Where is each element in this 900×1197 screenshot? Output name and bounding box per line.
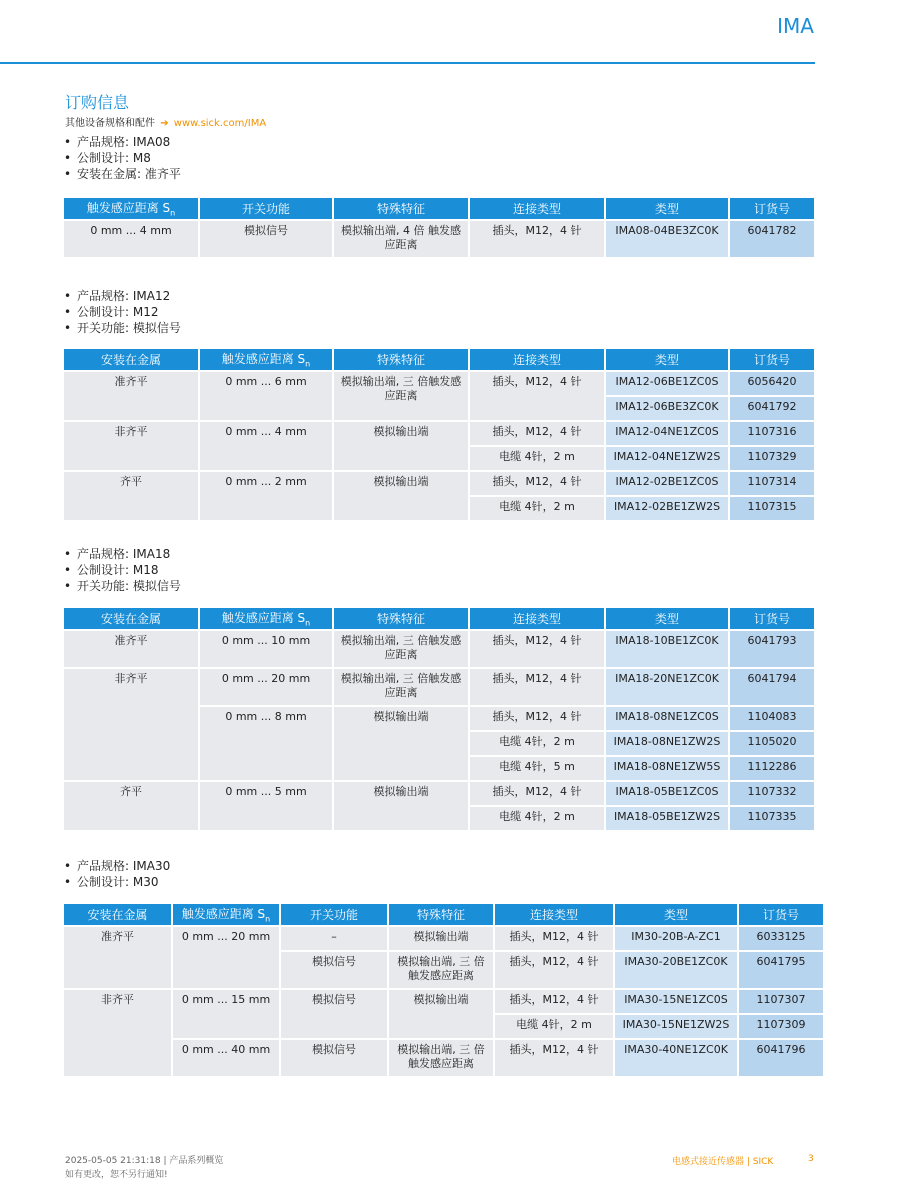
table-row (64, 422, 814, 445)
spec-list-ima08 (64, 134, 181, 182)
order-number-cell: 1105020 (730, 732, 814, 755)
feature-cell: 模拟输出端, 三 倍触发感应距离 (389, 1040, 493, 1076)
mount-cell: 齐平 (64, 472, 198, 520)
column-header: 类型 (606, 198, 728, 219)
range-cell: 0 mm ... 8 mm (200, 707, 332, 780)
connection-cell: 插头，M12，4 针 (495, 952, 613, 988)
connection-cell: 插头，M12，4 针 (470, 372, 604, 420)
connection-cell: 电缆 4针，2 m (470, 732, 604, 755)
column-header: 订货号 (730, 198, 814, 219)
range-cell: 0 mm ... 2 mm (200, 472, 332, 520)
spec-item: • 产品规格: IMA08 (64, 134, 181, 150)
connection-cell: 插头，M12，4 针 (470, 221, 604, 257)
table-row (64, 927, 823, 950)
range-cell: 0 mm ... 4 mm (200, 422, 332, 470)
feature-cell: 模拟输出端, 三 倍触发感应距离 (334, 669, 468, 705)
footer-note: 如有更改，恕不另行通知! (65, 1170, 168, 1180)
column-header: 特殊特征 (389, 904, 493, 925)
spec-list-ima18 (64, 546, 181, 594)
type-cell: IMA18-05BE1ZC0S (606, 782, 728, 805)
type-cell: IMA12-06BE3ZC0K (606, 397, 728, 420)
spec-item: • 产品规格: IMA18 (64, 546, 181, 562)
function-cell: 模拟信号 (200, 221, 332, 257)
spec-list-ima30 (64, 858, 170, 890)
section-title: 订购信息 (65, 93, 130, 112)
order-number-cell: 6041795 (739, 952, 823, 988)
column-header: 类型 (606, 349, 728, 370)
spec-item: • 开关功能: 模拟信号 (64, 320, 181, 336)
page-number: 3 (808, 1154, 814, 1164)
order-number-cell: 6056420 (730, 372, 814, 395)
feature-cell: 模拟输出端 (334, 472, 468, 520)
table-header-row (64, 608, 814, 629)
column-header: 安装在金属 (64, 349, 198, 370)
type-cell: IM30-20B-A-ZC1 (615, 927, 737, 950)
feature-cell: 模拟输出端 (389, 927, 493, 950)
type-cell: IMA12-02BE1ZW2S (606, 497, 728, 520)
type-cell: IMA30-15NE1ZW2S (615, 1015, 737, 1038)
column-header: 订货号 (730, 608, 814, 629)
range-cell: 0 mm ... 15 mm (173, 990, 279, 1038)
range-cell: 0 mm ... 4 mm (64, 221, 198, 257)
table-row (64, 990, 823, 1013)
type-cell: IMA18-20NE1ZC0K (606, 669, 728, 705)
range-cell: 0 mm ... 10 mm (200, 631, 332, 667)
type-cell: IMA18-08NE1ZC0S (606, 707, 728, 730)
type-cell: IMA12-02BE1ZC0S (606, 472, 728, 495)
order-number-cell: 6033125 (739, 927, 823, 950)
feature-cell: 模拟输出端, 三 倍触发感应距离 (389, 952, 493, 988)
order-number-cell: 6041782 (730, 221, 814, 257)
order-number-cell: 6041794 (730, 669, 814, 705)
mount-cell: 准齐平 (64, 631, 198, 667)
order-number-cell: 6041793 (730, 631, 814, 667)
column-header: 特殊特征 (334, 349, 468, 370)
feature-cell: 模拟输出端, 三 倍触发感应距离 (334, 372, 468, 420)
spec-item: • 产品规格: IMA30 (64, 858, 170, 874)
column-header: 类型 (606, 608, 728, 629)
footer-date: 2025-05-05 21:31:18 | 产品系列概览 (65, 1156, 224, 1166)
order-number-cell: 1107309 (739, 1015, 823, 1038)
function-cell: – (281, 927, 387, 950)
column-header: 开关功能 (200, 198, 332, 219)
feature-cell: 模拟输出端, 4 倍 触发感应距离 (334, 221, 468, 257)
spec-item: • 公制设计: M12 (64, 304, 181, 320)
mount-cell: 准齐平 (64, 927, 171, 988)
feature-cell: 模拟输出端 (334, 782, 468, 830)
feature-cell: 模拟输出端 (334, 422, 468, 470)
more-info-line (65, 114, 266, 129)
order-number-cell: 6041796 (739, 1040, 823, 1076)
order-table-ima12 (62, 347, 816, 522)
connection-cell: 插头，M12，4 针 (470, 422, 604, 445)
table-row (64, 221, 814, 257)
connection-cell: 电缆 4针，5 m (470, 757, 604, 780)
order-number-cell: 1107315 (730, 497, 814, 520)
mount-cell: 齐平 (64, 782, 198, 830)
column-header: 特殊特征 (334, 198, 468, 219)
column-header: 订货号 (730, 349, 814, 370)
spec-list-ima12 (64, 288, 181, 336)
column-header: 连接类型 (470, 198, 604, 219)
connection-cell: 电缆 4针，2 m (495, 1015, 613, 1038)
connection-cell: 插头，M12，4 针 (470, 669, 604, 705)
spec-item: • 开关功能: 模拟信号 (64, 578, 181, 594)
footer-left (65, 1154, 223, 1182)
table-header-row (64, 349, 814, 370)
order-number-cell: 1107316 (730, 422, 814, 445)
connection-cell: 插头，M12，4 针 (470, 631, 604, 667)
connection-cell: 插头，M12，4 针 (470, 782, 604, 805)
column-header: 触发感应距离 $S_n$ (200, 608, 332, 629)
spec-item: • 安装在金属: 准齐平 (64, 166, 181, 182)
order-number-cell: 1107307 (739, 990, 823, 1013)
column-header: 连接类型 (495, 904, 613, 925)
order-number-cell: 1104083 (730, 707, 814, 730)
type-cell: IMA18-08NE1ZW2S (606, 732, 728, 755)
connection-cell: 插头，M12，4 针 (470, 707, 604, 730)
function-cell: 模拟信号 (281, 990, 387, 1038)
type-cell: IMA18-08NE1ZW5S (606, 757, 728, 780)
range-cell: 0 mm ... 40 mm (173, 1040, 279, 1076)
connection-cell: 电缆 4针，2 m (470, 497, 604, 520)
table-header-row (64, 198, 814, 219)
column-header: 类型 (615, 904, 737, 925)
column-header: 安装在金属 (64, 904, 171, 925)
type-cell: IMA12-04NE1ZC0S (606, 422, 728, 445)
mount-cell: 非齐平 (64, 669, 198, 780)
connection-cell: 插头，M12，4 针 (470, 472, 604, 495)
connection-cell: 插头，M12，4 针 (495, 1040, 613, 1076)
order-table-ima30 (62, 902, 825, 1078)
function-cell: 模拟信号 (281, 1040, 387, 1076)
order-table-ima18 (62, 606, 816, 832)
table-row (64, 782, 814, 805)
type-cell: IMA08-04BE3ZC0K (606, 221, 728, 257)
type-cell: IMA18-10BE1ZC0K (606, 631, 728, 667)
header-divider (0, 62, 815, 64)
feature-cell: 模拟输出端 (389, 990, 493, 1038)
column-header: 安装在金属 (64, 608, 198, 629)
column-header: 特殊特征 (334, 608, 468, 629)
range-cell: 0 mm ... 5 mm (200, 782, 332, 830)
spec-item: • 公制设计: M18 (64, 562, 181, 578)
mount-cell: 非齐平 (64, 422, 198, 470)
spec-item: • 公制设计: M30 (64, 874, 170, 890)
mount-cell: 准齐平 (64, 372, 198, 420)
table-row (64, 472, 814, 495)
function-cell: 模拟信号 (281, 952, 387, 988)
order-number-cell: 1107329 (730, 447, 814, 470)
order-number-cell: 1107314 (730, 472, 814, 495)
order-number-cell: 6041792 (730, 397, 814, 420)
arrow-right-icon: ➔ (160, 118, 169, 129)
footer-product-line: 电感式接近传感器 | SICK (672, 1157, 774, 1167)
order-number-cell: 1107332 (730, 782, 814, 805)
more-info-text: 其他设备规格和配件 (65, 118, 155, 129)
feature-cell: 模拟输出端 (334, 707, 468, 780)
range-cell: 0 mm ... 6 mm (200, 372, 332, 420)
connection-cell: 电缆 4针，2 m (470, 807, 604, 830)
type-cell: IMA30-20BE1ZC0K (615, 952, 737, 988)
spec-item: • 公制设计: M8 (64, 150, 181, 166)
product-link[interactable]: www.sick.com/IMA (173, 118, 267, 129)
order-number-cell: 1107335 (730, 807, 814, 830)
table-row (64, 669, 814, 705)
column-header: 触发感应距离 $S_n$ (64, 198, 198, 219)
order-table-ima08 (62, 196, 816, 259)
type-cell: IMA12-06BE1ZC0S (606, 372, 728, 395)
table-row (64, 631, 814, 667)
column-header: 触发感应距离 $S_n$ (200, 349, 332, 370)
column-header: 连接类型 (470, 608, 604, 629)
feature-cell: 模拟输出端, 三 倍触发感应距离 (334, 631, 468, 667)
product-family-title: IMA (777, 14, 814, 38)
table-row (64, 1040, 823, 1076)
type-cell: IMA18-05BE1ZW2S (606, 807, 728, 830)
range-cell: 0 mm ... 20 mm (173, 927, 279, 988)
order-number-cell: 1112286 (730, 757, 814, 780)
connection-cell: 插头，M12，4 针 (495, 927, 613, 950)
type-cell: IMA12-04NE1ZW2S (606, 447, 728, 470)
connection-cell: 插头，M12，4 针 (495, 990, 613, 1013)
connection-cell: 电缆 4针，2 m (470, 447, 604, 470)
table-row (64, 372, 814, 395)
column-header: 订货号 (739, 904, 823, 925)
column-header: 触发感应距离 $S_n$ (173, 904, 279, 925)
table-header-row (64, 904, 823, 925)
column-header: 开关功能 (281, 904, 387, 925)
spec-item: • 产品规格: IMA12 (64, 288, 181, 304)
mount-cell: 非齐平 (64, 990, 171, 1076)
range-cell: 0 mm ... 20 mm (200, 669, 332, 705)
type-cell: IMA30-15NE1ZC0S (615, 990, 737, 1013)
column-header: 连接类型 (470, 349, 604, 370)
type-cell: IMA30-40NE1ZC0K (615, 1040, 737, 1076)
